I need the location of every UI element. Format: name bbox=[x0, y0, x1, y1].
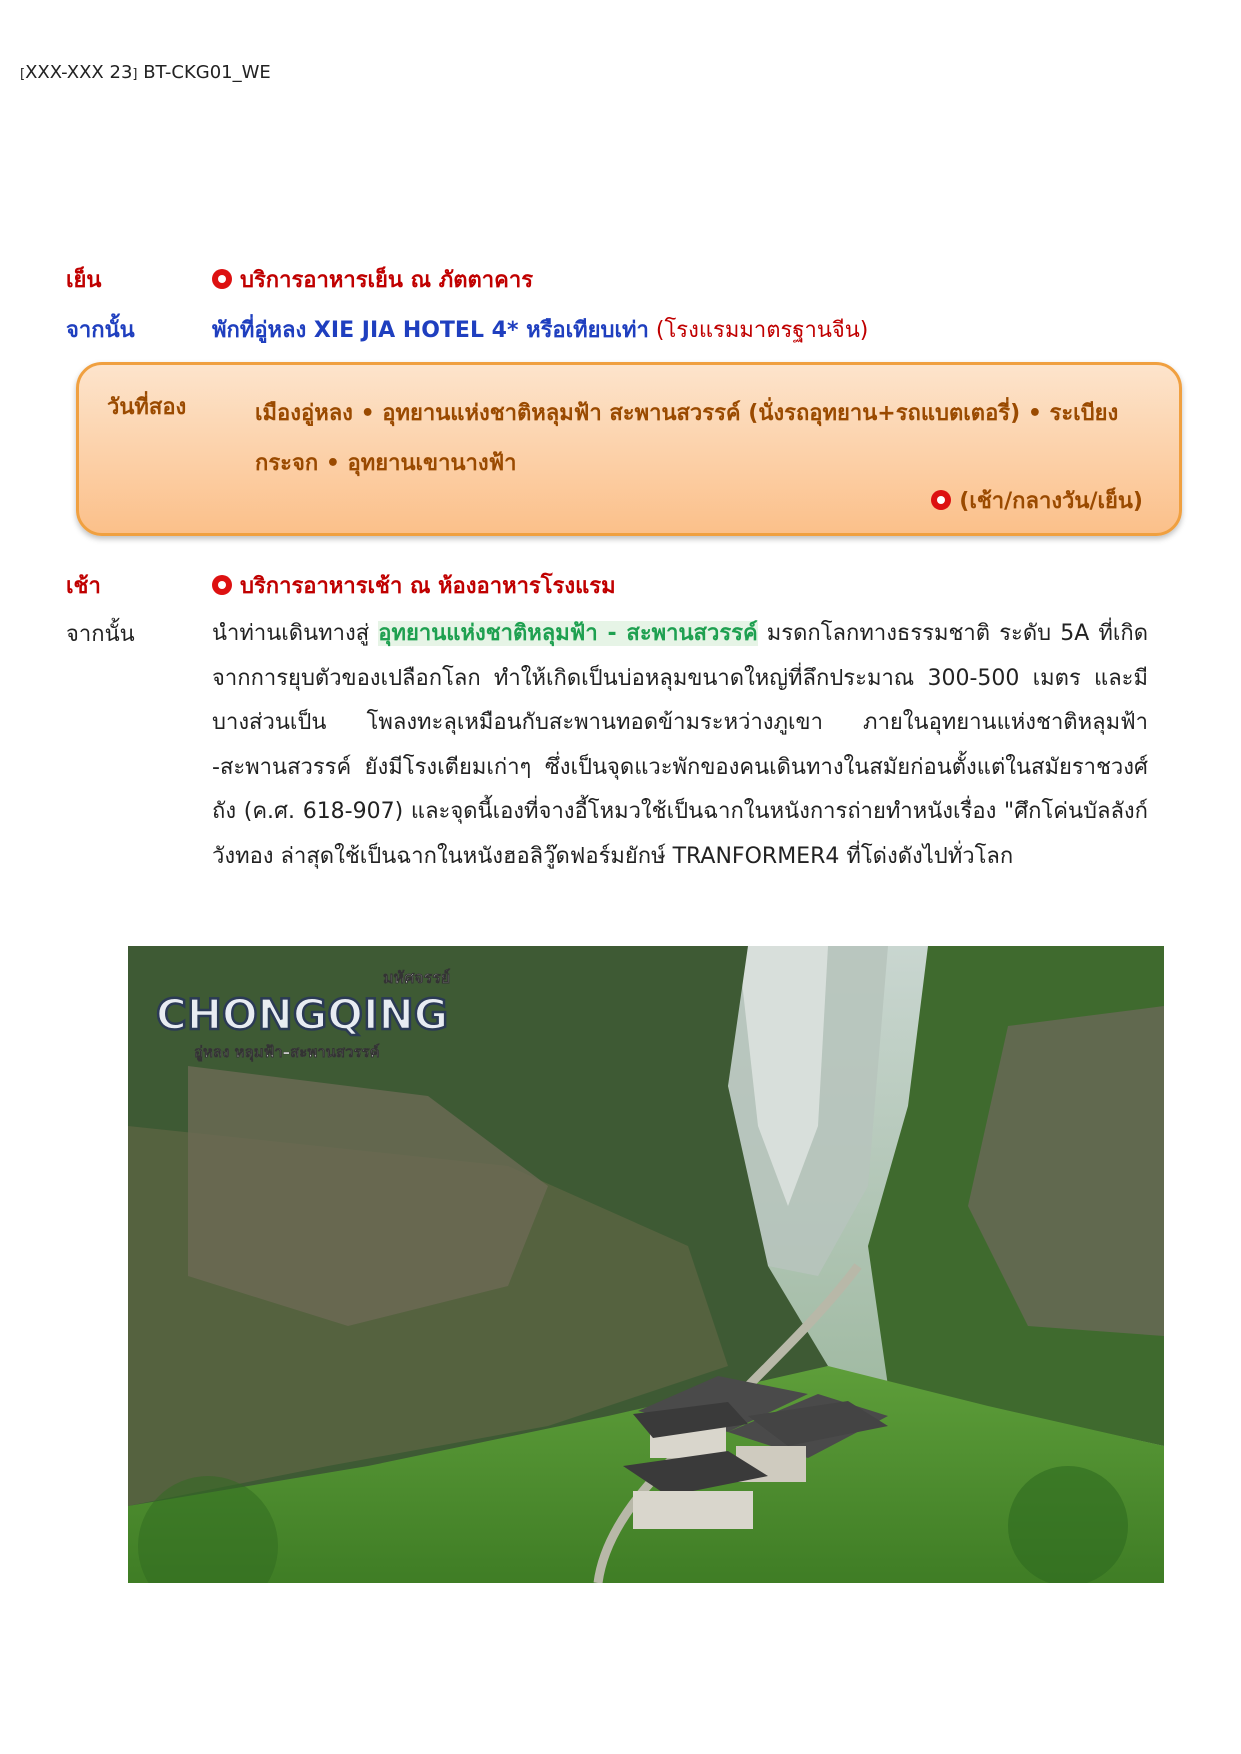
document-header bbox=[20, 62, 271, 83]
activity-paragraph bbox=[212, 612, 1148, 879]
day-two-meals: (เช้า/กลางวัน/เย็น) bbox=[959, 489, 1143, 514]
breakfast-label: เช้า bbox=[66, 574, 101, 599]
day-two-box bbox=[76, 362, 1182, 536]
caption-sub: อู่หลง หลุมฟ้า–สะพานสวรรค์ bbox=[194, 1043, 380, 1061]
code-range: XXX-XXX 23 bbox=[25, 62, 133, 83]
caption-small: มหัศจรรย์ bbox=[383, 968, 451, 987]
day-two-label: วันที่สอง bbox=[107, 395, 187, 420]
bracket-close: ] bbox=[132, 67, 138, 82]
tour-code: BT-CKG01_WE bbox=[137, 62, 271, 83]
meal-icon bbox=[212, 269, 232, 289]
hotel-note: (โรงแรมมาตรฐานจีน) bbox=[655, 318, 869, 343]
breakfast-text-wrap bbox=[212, 568, 1172, 603]
activity-highlight: อุทยานแห่งชาติหลุมฟ้า - สะพานสวรรค์ bbox=[378, 621, 758, 646]
hotel-label: จากนั้น bbox=[66, 318, 135, 343]
dinner-label: เย็น bbox=[66, 268, 102, 293]
canyon-illustration bbox=[128, 946, 1164, 1583]
day-two-title: เมืองอู่หลง • อุทยานแห่งชาติหลุมฟ้า สะพานสวรรค์ (นั่งรถอุทยาน+รถแบตเตอรี่) • ระเบียงกระจก • อุทยานเขานางฟ้า bbox=[255, 401, 1119, 476]
activity-intro: นำท่านเดินทางสู่ bbox=[212, 621, 379, 646]
day-two-meals-wrap bbox=[931, 483, 1143, 518]
meal-icon bbox=[931, 490, 951, 510]
caption-big: CHONGQING bbox=[156, 990, 449, 1039]
hotel-text: พักที่อู่หลง XIE JIA HOTEL 4* หรือเทียบเท่า bbox=[212, 318, 649, 343]
hotel-text-wrap bbox=[212, 312, 1172, 347]
bracket-open: [ bbox=[20, 67, 26, 82]
dinner-text-wrap bbox=[212, 262, 1172, 297]
meal-icon bbox=[212, 575, 232, 595]
canyon-photo bbox=[128, 946, 1164, 1583]
activity-body: มรดกโลกทางธรรมชาติ ระดับ 5A ที่เกิดจากการยุบตัวของเปลือกโลก ทำให้เกิดเป็นบ่อหลุมขนาดใหญ่ที่ลึกประมาณ 300-500 เมตร และมีบางส่วนเป็น โพลงทะลุเหมือนกับสะพานทอดข้ามระหว่างภูเขา ภายในอุทยานแห่งชาติหลุมฟ้า -สะพานสวรรค์ ยังมีโรงเตียมเก่าๆ ซึ่งเป็นจุดแวะพักของคนเดินทางในสมัยก่อนตั้งแต่ในสมัยราชวงศ์ถัง (ค.ศ. 618-907) และจุดนี้เองที่จางอี้โหมวใช้เป็นฉากในหนังการถ่ายทำหนังเรื่อง "ศึกโค่นบัลลังก์วังทอง ล่าสุดใช้เป็นฉากในหนังฮอลิวู๊ดฟอร์มยักษ์ TRANFORMER4 ที่โด่งดังไปทั่วโลก bbox=[212, 621, 1148, 869]
dinner-text: บริการอาหารเย็น ณ ภัตตาคาร bbox=[240, 268, 534, 293]
activity-label: จากนั้น bbox=[66, 622, 135, 647]
breakfast-text: บริการอาหารเช้า ณ ห้องอาหารโรงแรม bbox=[240, 574, 616, 599]
